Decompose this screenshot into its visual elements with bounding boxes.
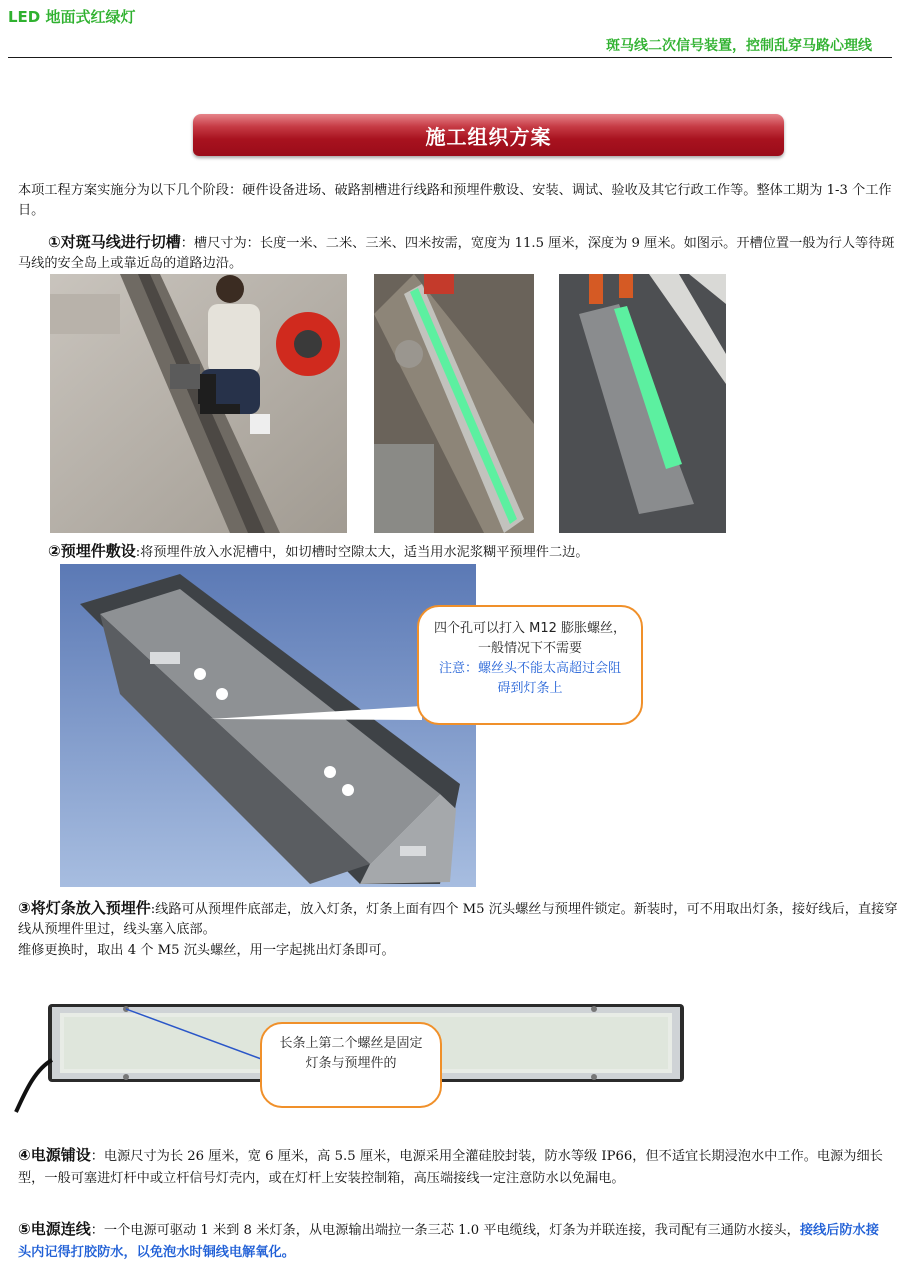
step3-heading: 将灯条放入预埋件 (30, 899, 151, 917)
step2-number: ② (48, 542, 61, 560)
step4-paragraph (18, 1144, 888, 1190)
embedded-part-render (60, 564, 476, 887)
step3-body: :线路可从预埋件底部走，放入灯条，灯条上面有四个 M5 沉头螺丝与预埋件锁定。新装时，可不用取出灯条，接好线后，直接穿线从预埋件里过，线头塞入底部。 (18, 902, 898, 937)
step1-body: ：槽尺寸为：长度一米、二米、三米、四米按需，宽度为 11.5 厘米，深度为 9 厘米。如图示。开槽位置一般为行人等待斑马线的安全岛上或靠近岛的道路边沿。 (18, 236, 895, 271)
step2-body: :将预埋件放入水泥槽中，如切槽时空隙太大，适当用水泥浆糊平预埋件二边。 (135, 545, 589, 560)
step4-heading: 电源铺设 (30, 1146, 91, 1164)
callout-second-screw (260, 1022, 442, 1108)
brand-title: LED 地面式红绿灯 (8, 8, 136, 26)
callout-m12-screws (417, 605, 643, 725)
brand-slogan: 斑马线二次信号装置，控制乱穿马路心理线 (606, 38, 872, 54)
step3-number: ③ (18, 899, 31, 917)
header-divider (8, 57, 892, 58)
step4-number: ④ (18, 1146, 31, 1164)
photo-groove-ledbar (374, 274, 534, 533)
step2-paragraph (18, 541, 898, 563)
step5-warning: 接线后防水接头内记得打胶防水，以免泡水时铜线电解氧化。 (18, 1223, 879, 1260)
step1-heading: 对斑马线进行切槽 (60, 233, 181, 251)
step3-paragraph (18, 898, 898, 940)
intro-paragraph: 本项工程方案实施分为以下几个阶段：硬件设备进场、破路割槽进行线路和预埋件敷设、安装、调试、验收及其它行政工作等。整体工期为 1-3 个工作日。 (18, 183, 892, 218)
photo-worker-cutting (50, 274, 347, 533)
step5-paragraph (18, 1218, 888, 1264)
callout-second-screw-text: 长条上第二个螺丝是固定灯条与预埋件的 (279, 1036, 423, 1071)
step2-heading: 预埋件敷设 (60, 542, 136, 560)
photo-installed-ledbar (559, 274, 726, 533)
callout-m12-text: 四个孔可以打入 M12 膨胀螺丝，一般情况下不需要 (433, 621, 627, 656)
step1-paragraph (18, 232, 898, 274)
step3-maintenance: 维修更换时，取出 4 个 M5 沉头螺丝，用一字起挑出灯条即可。 (18, 943, 395, 958)
step5-body: ：一个电源可驱动 1 米到 8 米灯条，从电源输出端拉一条三芯 1.0 平电缆线，灯条为并联连接，我司配有三通防水接头， (90, 1223, 800, 1238)
step1-number: ① (48, 233, 61, 251)
section-title: 施工组织方案 (425, 125, 552, 149)
step4-body: ：电源尺寸为长 26 厘米，宽 6 厘米，高 5.5 厘米，电源采用全灌硅胶封装，防水等级 IP66，但不适宜长期浸泡水中工作。电源为细长型，一般可塞进灯杆中或立杆信号灯壳内，或在灯杆上安装控制箱，高压端接线一定注意防水以免漏电。 (18, 1149, 883, 1186)
step5-number: ⑤ (18, 1220, 31, 1238)
callout-m12-note: 注意：螺丝头不能太高超过会阻碍到灯条上 (438, 661, 621, 696)
step5-heading: 电源连线 (30, 1220, 91, 1238)
